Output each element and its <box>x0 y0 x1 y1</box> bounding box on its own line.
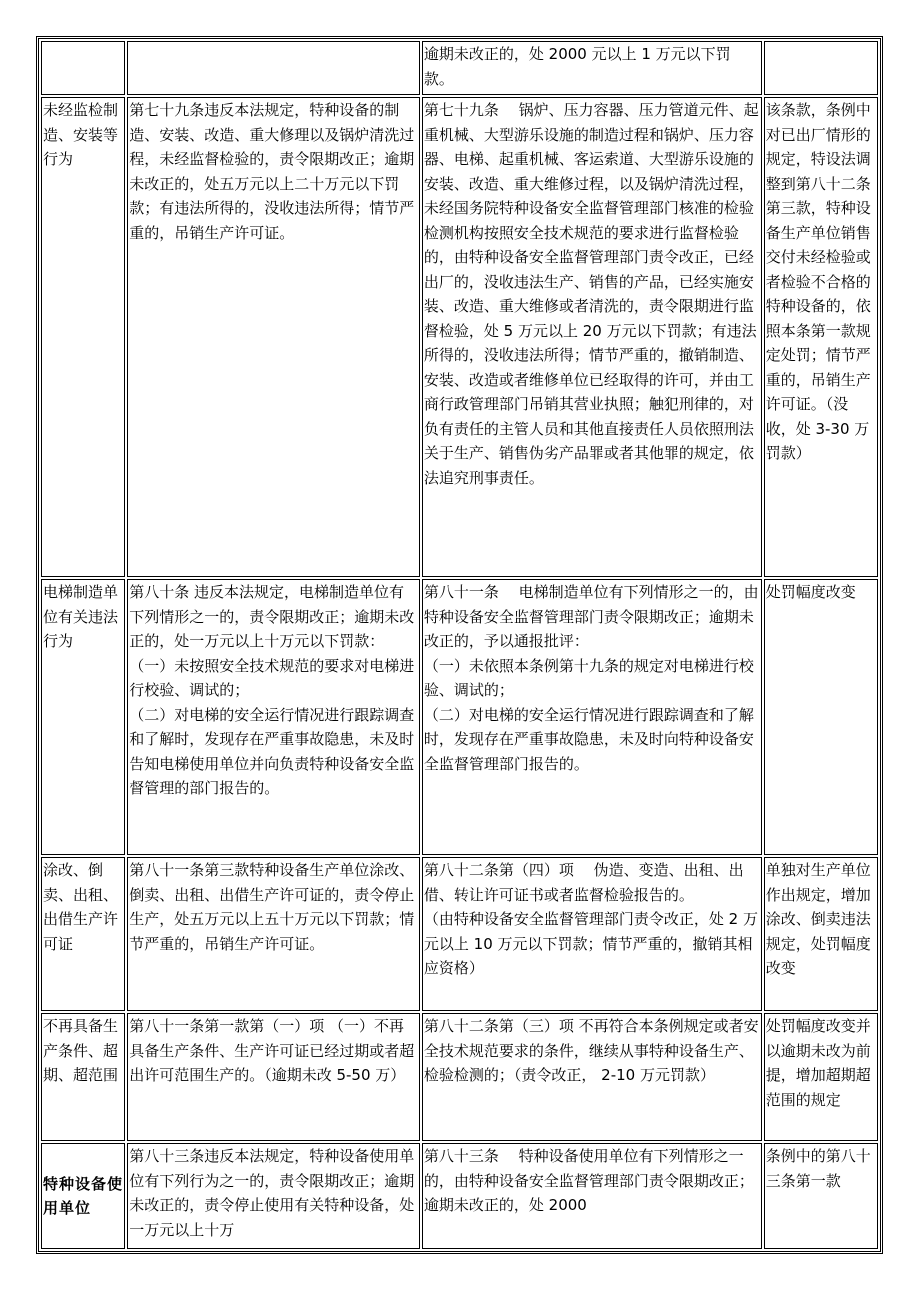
regulation-article-cell: 第八十二条第（四）项 伪造、变造、出租、出借、转让许可证书或者监督检验报告的。 （由特种设备安全监督管理部门责令改正，处 2 万元以上 10 万元以下罚款；情节严重的，撤销其相应资格） <box>422 857 762 1011</box>
comparison-table <box>36 36 883 1254</box>
law-article-cell <box>127 41 420 95</box>
note-cell: 处罚幅度改变 <box>764 579 878 855</box>
law-article-cell: 第八十三条违反本法规定，特种设备使用单位有下列行为之一的，责令限期改正；逾期未改正的，责令停止使用有关特种设备，处一万元以上十万 <box>127 1143 420 1249</box>
law-article-cell: 第八十一条第一款第（一）项 （一）不再具备生产条件、生产许可证已经过期或者超出许可范围生产的。（逾期未改 5-50 万） <box>127 1013 420 1141</box>
behavior-cell: 涂改、倒卖、出租、出借生产许可证 <box>41 857 125 1011</box>
note-cell: 该条款，条例中对已出厂情形的规定，特设法调整到第八十二条第三款，特种设备生产单位销售交付未经检验或者检验不合格的特种设备的，依照本条第一款规定处罚；情节严重的，吊销生产许可证。（没收，处 3-30 万罚款） <box>764 97 878 577</box>
table-row <box>41 41 878 95</box>
regulation-article-cell: 第八十三条 特种设备使用单位有下列情形之一的，由特种设备安全监督管理部门责令限期改正；逾期未改正的，处 2000 <box>422 1143 762 1249</box>
table-row <box>41 857 878 1011</box>
table-row <box>41 97 878 577</box>
regulation-article-cell: 逾期未改正的，处 2000 元以上 1 万元以下罚款。 <box>422 41 762 95</box>
table-row <box>41 579 878 855</box>
behavior-cell: 未经监检制造、安装等行为 <box>41 97 125 577</box>
law-article-cell: 第八十条 违反本法规定，电梯制造单位有下列情形之一的，责令限期改正；逾期未改正的，处一万元以上十万元以下罚款： （一）未按照安全技术规范的要求对电梯进行校验、调试的； （二）对电梯的安全运行情况进行跟踪调查和了解时，发现存在严重事故隐患，未及时告知电梯使用单位并向负责特种设备安全监督管理的部门报告的。 <box>127 579 420 855</box>
table-row <box>41 1143 878 1249</box>
behavior-cell: 特种设备使用单位 <box>41 1143 125 1249</box>
regulation-article-cell: 第八十二条第（三）项 不再符合本条例规定或者安全技术规范要求的条件，继续从事特种设备生产、检验检测的；（责令改正， 2-10 万元罚款） <box>422 1013 762 1141</box>
behavior-cell: 不再具备生产条件、超期、超范围 <box>41 1013 125 1141</box>
note-cell <box>764 41 878 95</box>
law-article-cell: 第七十九条违反本法规定，特种设备的制造、安装、改造、重大修理以及锅炉清洗过程，未经监督检验的，责令限期改正；逾期未改正的，处五万元以上二十万元以下罚款；有违法所得的，没收违法所得；情节严重的，吊销生产许可证。 <box>127 97 420 577</box>
regulation-article-cell: 第八十一条 电梯制造单位有下列情形之一的，由特种设备安全监督管理部门责令限期改正；逾期未改正的，予以通报批评： （一）未依照本条例第十九条的规定对电梯进行校验、调试的； （二）对电梯的安全运行情况进行跟踪调查和了解时，发现存在严重事故隐患，未及时向特种设备安全监督管理部门报告的。 <box>422 579 762 855</box>
note-cell: 处罚幅度改变并以逾期未改为前提，增加超期超范围的规定 <box>764 1013 878 1141</box>
note-cell: 单独对生产单位作出规定，增加涂改、倒卖违法规定，处罚幅度改变 <box>764 857 878 1011</box>
law-article-cell: 第八十一条第三款特种设备生产单位涂改、倒卖、出租、出借生产许可证的，责令停止生产，处五万元以上五十万元以下罚款；情节严重的，吊销生产许可证。 <box>127 857 420 1011</box>
behavior-cell: 电梯制造单位有关违法行为 <box>41 579 125 855</box>
note-cell: 条例中的第八十三条第一款 <box>764 1143 878 1249</box>
table-row <box>41 1013 878 1141</box>
regulation-article-cell: 第七十九条 锅炉、压力容器、压力管道元件、起重机械、大型游乐设施的制造过程和锅炉、压力容器、电梯、起重机械、客运索道、大型游乐设施的安装、改造、重大维修过程，以及锅炉清洗过程，未经国务院特种设备安全监督管理部门核准的检验检测机构按照安全技术规范的要求进行监督检验的，由特种设备安全监督管理部门责令改正，已经出厂的，没收违法生产、销售的产品，已经实施安装、改造、重大维修或者清洗的，责令限期进行监督检验，处 5 万元以上 20 万元以下罚款；有违法所得的，没收违法所得；情节严重的，撤销制造、安装、改造或者维修单位已经取得的许可，并由工商行政管理部门吊销其营业执照；触犯刑律的，对负有责任的主管人员和其他直接责任人员依照刑法关于生产、销售伪劣产品罪或者其他罪的规定，依法追究刑事责任。 <box>422 97 762 577</box>
behavior-cell <box>41 41 125 95</box>
